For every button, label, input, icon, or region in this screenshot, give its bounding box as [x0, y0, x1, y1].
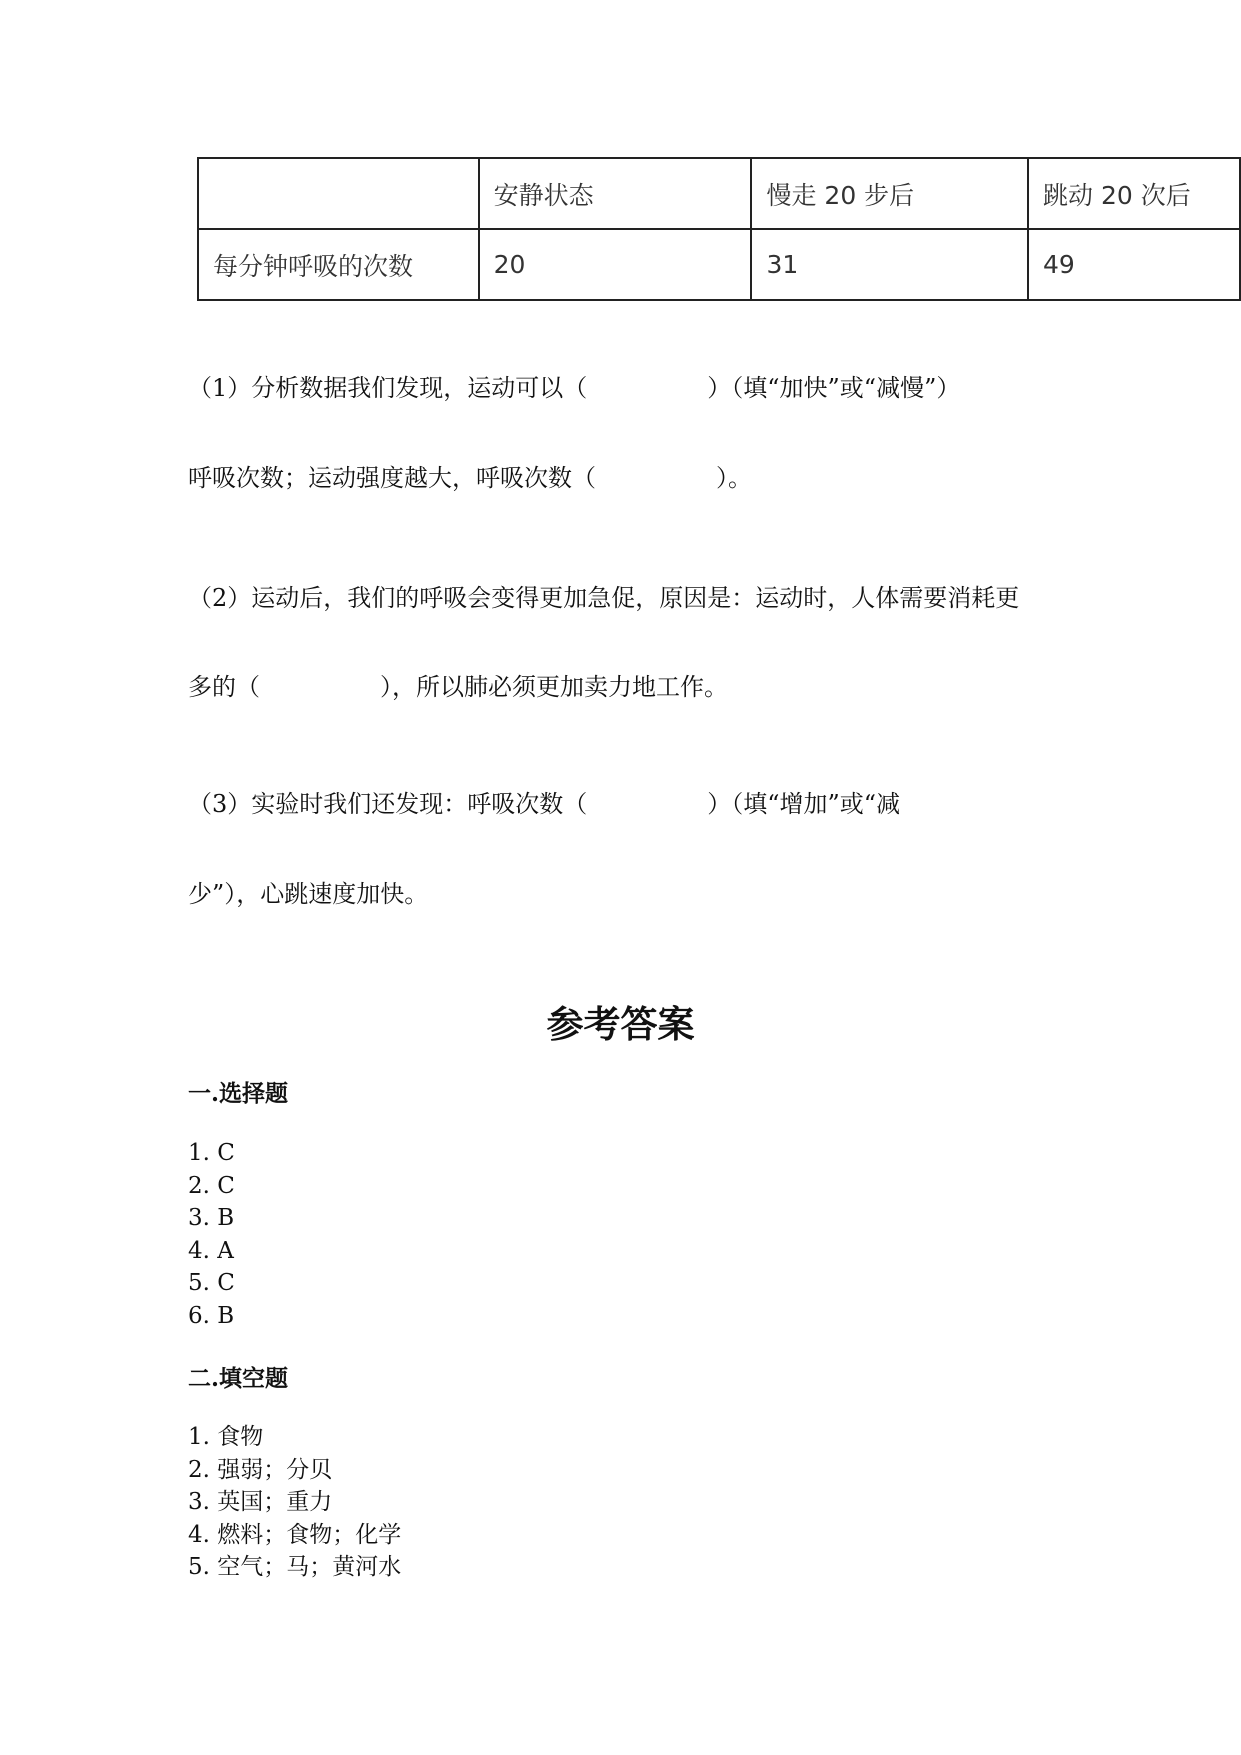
question-1-line-1: （1）分析数据我们发现，运动可以（ ）（填“加快”或“减慢”） — [188, 374, 961, 402]
question-2-line-2: 多的（ ），所以肺必须更加卖力地工作。 — [188, 673, 728, 701]
table-cell: 每分钟呼吸的次数 — [198, 229, 479, 300]
table-header-cell — [198, 158, 479, 229]
table-cell: 20 — [479, 229, 752, 300]
table-cell: 31 — [751, 229, 1028, 300]
table-header-row — [198, 158, 1240, 229]
list-item: 4. A — [188, 1237, 234, 1264]
list-item: 2. C — [188, 1172, 235, 1199]
table-cell: 49 — [1028, 229, 1240, 300]
list-item: 5. C — [188, 1270, 235, 1297]
answer-key-title: 参考答案 — [546, 1002, 695, 1046]
fill-answer-list — [188, 1421, 401, 1584]
table-header-cell: 慢走 20 步后 — [751, 158, 1028, 229]
table-header-cell: 跳动 20 次后 — [1028, 158, 1240, 229]
table-header-cell: 安静状态 — [479, 158, 752, 229]
question-3-line-2: 少”），心跳速度加快。 — [188, 880, 429, 908]
list-item: 2. 强弱；分贝 — [188, 1456, 333, 1483]
choice-section-heading: 一.选择题 — [188, 1080, 289, 1107]
list-item: 5. 空气；马；黄河水 — [188, 1554, 402, 1581]
table-row — [198, 229, 1240, 300]
list-item: 1. C — [188, 1140, 235, 1166]
choice-answer-list — [188, 1137, 235, 1333]
list-item: 6. B — [188, 1302, 235, 1329]
question-3-line-1: （3）实验时我们还发现：呼吸次数（ ）（填“增加”或“减 — [188, 790, 901, 818]
fill-section-heading: 二.填空题 — [188, 1365, 289, 1392]
list-item: 1. 食物 — [188, 1424, 264, 1450]
breathing-data-table — [197, 157, 1241, 301]
list-item: 3. 英国；重力 — [188, 1489, 333, 1516]
list-item: 4. 燃料；食物；化学 — [188, 1521, 402, 1548]
list-item: 3. B — [188, 1205, 235, 1232]
question-2-line-1: （2）运动后，我们的呼吸会变得更加急促，原因是：运动时，人体需要消耗更 — [188, 584, 1020, 612]
question-1-line-2: 呼吸次数；运动强度越大，呼吸次数（ ）。 — [188, 464, 752, 492]
